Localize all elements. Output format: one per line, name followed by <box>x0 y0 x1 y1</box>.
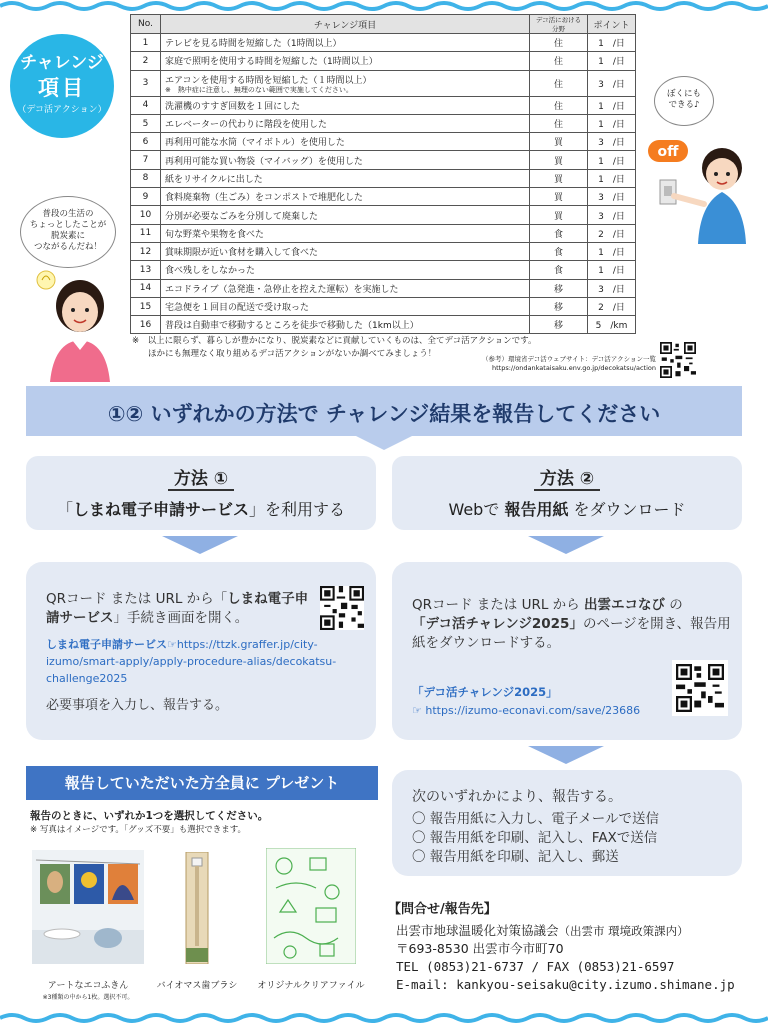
row-point: 1 /日 <box>588 96 636 114</box>
text-part-bold: しまね電子申請サービス <box>72 500 249 519</box>
contact-email[interactable]: E-mail: kankyou-seisaku@city.izumo.shimane.jp <box>396 977 735 992</box>
row-point: 3 /日 <box>588 133 636 151</box>
table-row <box>131 316 636 334</box>
reference <box>462 355 656 373</box>
row-item-text: 分別が必要なごみを分別して廃棄した <box>165 211 319 222</box>
row-item-text: テレビを見る時間を短縮した（1時間以上） <box>165 39 342 50</box>
method1-qr-code-icon[interactable] <box>320 586 364 630</box>
table-row <box>131 279 636 297</box>
method2-qr-code-icon[interactable] <box>672 660 728 716</box>
row-point: 1 /日 <box>588 34 636 52</box>
text-part-bold: 「デコ活チャレンジ2025」 <box>412 616 583 632</box>
badge-line1: チャレンジ <box>20 53 104 73</box>
row-category: 移 <box>530 297 588 315</box>
text-part: のページを開き、報告用紙をダウンロードする。 <box>412 616 731 651</box>
row-category: 食 <box>530 242 588 260</box>
row-number: 15 <box>131 297 161 315</box>
contact-info <box>396 922 735 994</box>
reference-url[interactable]: https://ondankataisaku.env.go.jp/decokatsu/action <box>492 364 656 372</box>
text-part: QRコード または URL から「 <box>46 591 228 607</box>
row-category: 買 <box>530 169 588 187</box>
row-point: 5 /km <box>588 316 636 334</box>
row-item-text: 再利用可能な買い物袋（マイバッグ）を使用した <box>165 156 363 167</box>
row-point: 1 /日 <box>588 242 636 260</box>
row-number: 7 <box>131 151 161 169</box>
down-arrow-icon <box>528 536 604 554</box>
method1-box <box>26 456 376 530</box>
present-note: ※ 写真はイメージです。「グッズ不要」も選択できます。 <box>30 825 247 835</box>
method2-box <box>392 456 742 530</box>
table-row <box>131 297 636 315</box>
row-item <box>161 206 530 224</box>
badge-line3: （デコ活アクション） <box>17 105 107 115</box>
row-item <box>161 297 530 315</box>
row-point: 3 /日 <box>588 188 636 206</box>
row-item <box>161 96 530 114</box>
header-point: ポイント <box>588 15 636 34</box>
row-item-text: エレベーターの代わりに階段を使用した <box>165 120 328 131</box>
method2-link-url[interactable]: ☞ https://izumo-econavi.com/save/23686 <box>412 704 641 717</box>
table-row <box>131 34 636 52</box>
table-row <box>131 151 636 169</box>
row-number: 14 <box>131 279 161 297</box>
row-number: 8 <box>131 169 161 187</box>
present-item-caption: アートなエコふきん <box>47 981 129 991</box>
bottom-wave-border <box>0 1012 768 1024</box>
text-part-bold: 報告用紙 <box>504 500 569 519</box>
contact-phone-fax: TEL (0853)21-6737 / FAX (0853)21-6597 <box>396 959 675 974</box>
row-point: 1 /日 <box>588 169 636 187</box>
row-item <box>161 188 530 206</box>
row-point: 1 /日 <box>588 261 636 279</box>
list-item: 〇 報告用紙を印刷、記入し、郵送 <box>412 849 619 865</box>
row-number: 5 <box>131 114 161 132</box>
biomass-toothbrush-photo <box>184 852 210 964</box>
row-number: 4 <box>131 96 161 114</box>
report-ways-heading: 次のいずれかにより、報告する。 <box>412 789 622 805</box>
contact-address: 〒693-8530 出雲市今市町70 <box>396 941 564 956</box>
organization-name: 出雲市地球温暖化対策協議会 <box>396 923 559 938</box>
row-item-text: エアコンを使用する時間を短縮した（１時間以上） <box>165 75 372 86</box>
row-item <box>161 224 530 242</box>
table-body <box>131 34 636 334</box>
row-point: 1 /日 <box>588 52 636 70</box>
row-category: 住 <box>530 52 588 70</box>
method2-detail-panel <box>392 562 742 740</box>
row-item-text: 普段は自動車で移動するところを徒歩で移動した（1km以上） <box>165 321 419 332</box>
row-point: 1 /日 <box>588 114 636 132</box>
bubble-line: できる♪ <box>668 100 700 110</box>
text-part: 」手続き画面を開く。 <box>113 610 249 626</box>
row-item <box>161 133 530 151</box>
row-item-text: 宅急便を１回目の配送で受け取った <box>165 303 310 313</box>
row-item-text: 旬な野菜や果物を食べた <box>165 229 265 240</box>
table-row <box>131 206 636 224</box>
row-item-text: 賞味期限が近い食材を購入して食べた <box>165 248 319 259</box>
table-row <box>131 70 636 96</box>
row-category: 移 <box>530 279 588 297</box>
boy-switching-off-light-illustration <box>648 128 748 244</box>
girl-speech-bubble <box>20 196 116 268</box>
bubble-line: つながるんだね！ <box>33 242 102 252</box>
present-item-subcaption: ※3種類の中から1枚。選択不可。 <box>42 994 134 1001</box>
contact-organization <box>396 922 735 940</box>
method2-subtitle <box>392 497 742 520</box>
table-note-line1: ※ 以上に限らず、暮らしが豊かになり、脱炭素などに貢献していくものは、全てデコ活アクションです。 <box>132 336 537 346</box>
row-item-text: 再利用可能な水筒（マイボトル）を使用した <box>165 138 345 149</box>
link-name: しまね電子申請サービス <box>46 638 167 651</box>
row-item-text: エコドライブ（急発進・急停止を控えた運転）を実施した <box>165 284 399 295</box>
header-category: デコ活における分野 <box>530 15 588 34</box>
row-item <box>161 242 530 260</box>
switch-off-label: off <box>657 144 679 160</box>
table-row <box>131 261 636 279</box>
row-item <box>161 151 530 169</box>
contact-title: 【問合せ/報告先】 <box>388 902 497 917</box>
row-point: 3 /日 <box>588 70 636 96</box>
row-item <box>161 279 530 297</box>
list-item: 〇 報告用紙を印刷、記入し、FAXで送信 <box>412 830 658 846</box>
table-row <box>131 242 636 260</box>
table-row <box>131 52 636 70</box>
row-point: 2 /日 <box>588 297 636 315</box>
row-point: 2 /日 <box>588 224 636 242</box>
method1-final-step: 必要事項を入力し、報告する。 <box>46 698 229 713</box>
report-ways-panel <box>392 770 742 876</box>
row-item <box>161 70 530 96</box>
table-row <box>131 169 636 187</box>
method2-link-name[interactable]: 「デコ活チャレンジ2025」 <box>412 685 558 699</box>
row-number: 13 <box>131 261 161 279</box>
method1-title: 方法 ① <box>168 464 234 491</box>
boy-speech-bubble <box>654 76 714 126</box>
bubble-line: 脱炭素に <box>50 231 85 241</box>
table-row <box>131 188 636 206</box>
girl-illustration <box>36 262 116 382</box>
method1-subtitle <box>26 497 376 520</box>
text-part: QRコード または URL から <box>412 597 584 613</box>
row-number: 1 <box>131 34 161 52</box>
row-item-text: 家庭で照明を使用する時間を短縮した（1時間以上） <box>165 57 378 68</box>
table-row <box>131 133 636 151</box>
bubble-line: 普段の生活の <box>42 209 94 219</box>
table-row <box>131 96 636 114</box>
row-category: 住 <box>530 34 588 52</box>
challenge-items-badge <box>10 34 114 138</box>
row-number: 11 <box>131 224 161 242</box>
row-item <box>161 169 530 187</box>
row-point: 3 /日 <box>588 279 636 297</box>
row-category: 食 <box>530 224 588 242</box>
row-category: 買 <box>530 188 588 206</box>
table-row <box>131 114 636 132</box>
present-heading: 報告していただいた方全員に プレゼント <box>26 766 378 800</box>
row-category: 買 <box>530 133 588 151</box>
row-category: 食 <box>530 261 588 279</box>
method2-instruction <box>412 596 732 653</box>
bubble-line: ぼくにも <box>666 89 701 99</box>
original-clear-file-photo <box>266 848 356 964</box>
reference-title: （参考）環境省デコ活ウェブサイト：デコ活アクション一覧 <box>482 355 656 363</box>
table-header-row <box>131 15 636 34</box>
down-arrow-icon <box>528 746 604 764</box>
link-url: ☞https://ttzk.graffer.jp/city-izumo/smart-apply/apply-procedure-alias/decokatsu-challenge2025 <box>46 638 337 685</box>
report-banner-text: ①② いずれかの方法で チャレンジ結果を報告してください <box>107 402 661 426</box>
row-item <box>161 114 530 132</box>
row-category: 買 <box>530 206 588 224</box>
row-point: 1 /日 <box>588 151 636 169</box>
row-number: 10 <box>131 206 161 224</box>
art-eco-cloth-photo <box>32 850 144 964</box>
row-number: 9 <box>131 188 161 206</box>
row-item-text: 食料廃棄物（生ごみ）をコンポストで堆肥化した <box>165 193 364 204</box>
text-part: の <box>664 597 683 613</box>
method2-title: 方法 ② <box>534 464 600 491</box>
present-instruction: 報告のときに、いずれか1つを選択してください。 <box>30 810 269 822</box>
row-category: 移 <box>530 316 588 334</box>
text-part-bold: 出雲エコなび <box>583 597 665 613</box>
row-item-text: 食べ残しをしなかった <box>165 266 256 277</box>
row-number: 16 <box>131 316 161 334</box>
row-item <box>161 261 530 279</box>
report-banner <box>26 386 742 436</box>
header-no: No. <box>131 15 161 34</box>
list-item: 〇 報告用紙に入力し、電子メールで送信 <box>412 811 660 827</box>
row-item <box>161 316 530 334</box>
row-item-text: 紙をリサイクルに出した <box>165 174 263 185</box>
table-note-line2: ほかにも無理なく取り組めるデコ活アクションがないか調べてみましょう！ <box>148 349 437 359</box>
row-number: 6 <box>131 133 161 151</box>
organization-department: （出雲市 環境政策課内） <box>558 924 689 938</box>
top-wave-border <box>0 0 768 12</box>
table-row <box>131 224 636 242</box>
row-category: 住 <box>530 114 588 132</box>
row-category: 買 <box>530 151 588 169</box>
down-arrow-icon <box>162 536 238 554</box>
present-item-caption: バイオマス歯ブラシ <box>156 981 238 991</box>
method1-instruction <box>46 590 316 628</box>
row-category: 住 <box>530 70 588 96</box>
text-part: 「 <box>56 500 73 519</box>
method1-detail-panel <box>26 562 376 740</box>
row-item <box>161 52 530 70</box>
row-category: 住 <box>530 96 588 114</box>
badge-line2: 項目 <box>38 76 86 100</box>
text-part: Webで <box>448 500 505 519</box>
report-ways-list <box>412 810 659 867</box>
row-point: 3 /日 <box>588 206 636 224</box>
row-number: 3 <box>131 70 161 96</box>
row-number: 2 <box>131 52 161 70</box>
bubble-line: ちょっとしたことが <box>29 220 107 230</box>
challenge-table <box>130 14 636 334</box>
header-item: チャレンジ項目 <box>161 15 530 34</box>
text-part: 」を利用する <box>249 500 346 519</box>
method1-link[interactable] <box>46 636 364 687</box>
present-item-caption: オリジナルクリアファイル <box>257 981 365 991</box>
row-item-note: ※ 熱中症に注意し、無理のない範囲で実施してください。 <box>165 85 353 94</box>
text-part: をダウンロード <box>568 500 686 519</box>
row-item-text: 洗濯機のすすぎ回数を１回にした <box>165 101 301 112</box>
text-part-bold: しまね電子申請サービス <box>46 591 309 626</box>
row-number: 12 <box>131 242 161 260</box>
row-item <box>161 34 530 52</box>
qr-code-icon[interactable] <box>660 342 696 378</box>
